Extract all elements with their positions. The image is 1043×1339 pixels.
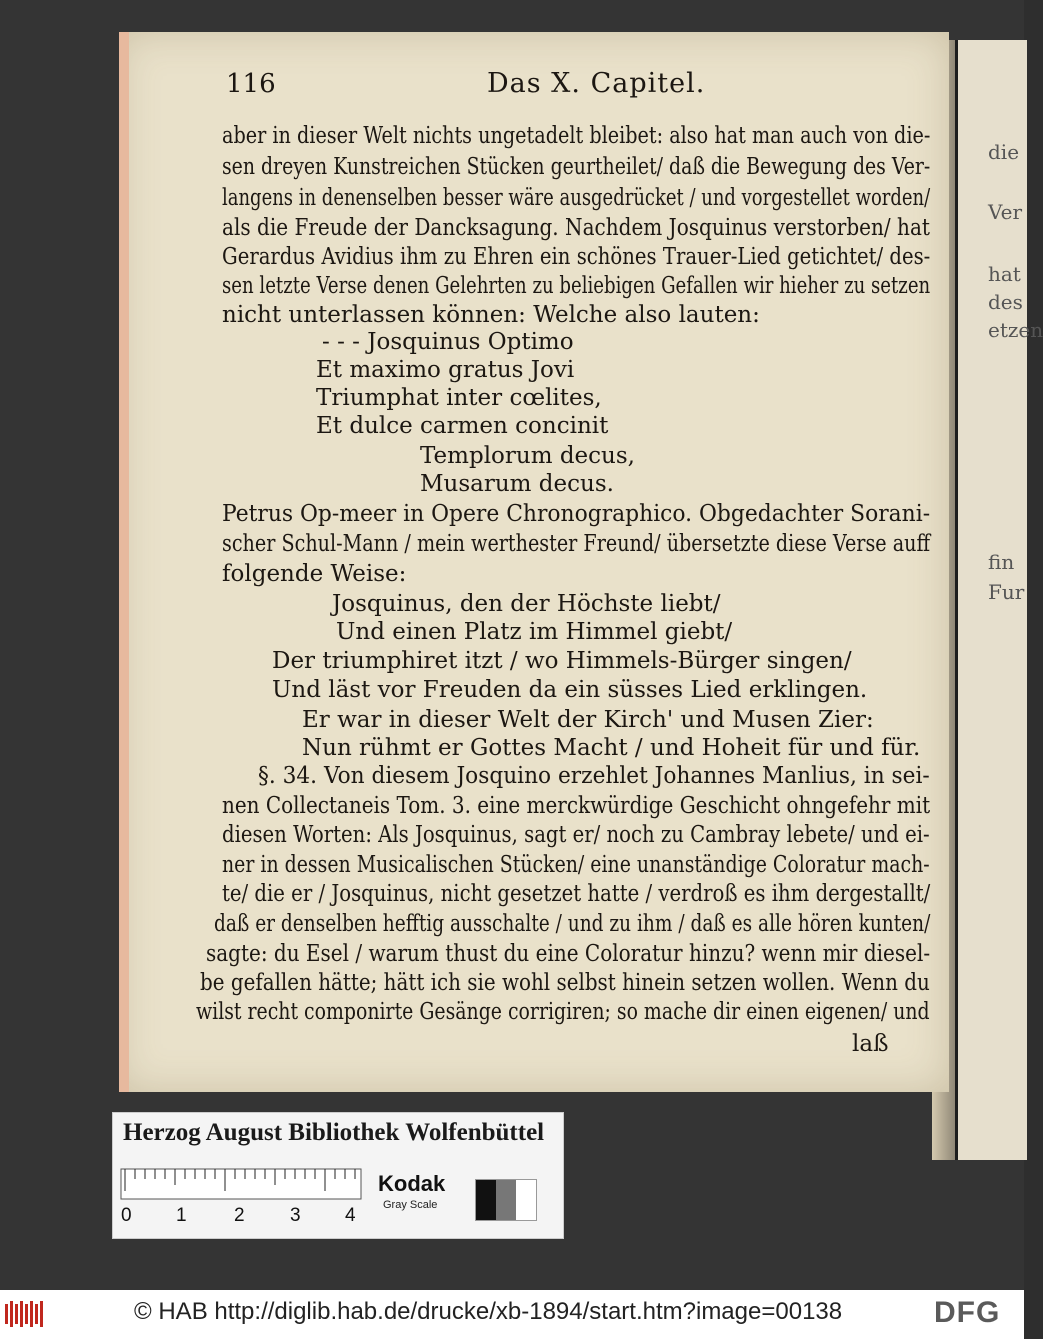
verse-line: Er war in dieser Welt der Kirch' und Musen Zier:	[302, 707, 874, 733]
verse-line: Et maximo gratus Jovi	[316, 357, 575, 383]
facing-fragment: des	[988, 290, 1023, 314]
footer-bar	[0, 1290, 1024, 1339]
verse-line: - - - Josquinus Optimo	[322, 329, 574, 355]
text-line: scher Schul-Mann / mein werthester Freund/ übersetzte diese Verse auff	[222, 531, 931, 557]
verse-line: Triumphat inter cœlites,	[316, 385, 602, 411]
text-line: nicht unterlassen können: Welche also lauten:	[222, 302, 760, 328]
calibration-strip	[112, 1112, 564, 1239]
verse-line: Nun rühmt er Gottes Macht / und Hoheit für und für.	[302, 735, 921, 761]
text-line: nen Collectaneis Tom. 3. eine merckwürdige Geschicht ohngefehr mit	[222, 793, 931, 819]
text-line: folgende Weise:	[222, 561, 407, 587]
text-line: diesen Worten: Als Josquinus, sagt er/ noch zu Cambray lebete/ und ei-	[222, 822, 930, 848]
text-line: wilst recht componirte Gesänge corrigiren; so mache dir einen eigenen/ und	[196, 999, 930, 1025]
ruler-number: 2	[234, 1205, 245, 1226]
ruler-number: 3	[290, 1205, 301, 1226]
text-line: ner in dessen Musicalischen Stücken/ eine unanständige Coloratur mach-	[222, 852, 930, 878]
facing-fragment: fin	[988, 550, 1015, 574]
text-line: daß er denselben hefftig ausschalte / und zu ihm / daß es alle hören kunten/	[214, 911, 931, 937]
text-line: sen letzte Verse denen Gelehrten zu beliebigen Gefallen wir hieher zu setzen	[222, 273, 931, 299]
verse-line: Templorum decus,	[420, 443, 635, 469]
page-edge	[119, 32, 129, 1092]
facing-page	[955, 40, 1043, 1160]
verse-line: Der triumphiret itzt / wo Himmels-Bürger singen/	[272, 648, 852, 674]
text-line: aber in dieser Welt nichts ungetadelt bleibet: also hat man auch von die-	[222, 123, 931, 149]
text-line: Gerardus Avidius ihm zu Ehren ein schönes Trauer-Lied getichtet/ des-	[222, 244, 931, 270]
text-line: §. 34. Von diesem Josquino erzehlet Johannes Manlius, in sei-	[258, 763, 930, 789]
ruler-number: 1	[176, 1205, 187, 1226]
gray-swatches	[475, 1179, 537, 1221]
copyright-link[interactable]: © HAB http://diglib.hab.de/drucke/xb-1894/start.htm?image=00138	[134, 1298, 843, 1325]
page-number: 116	[226, 69, 276, 99]
chapter-title: Das X. Capitel.	[487, 68, 706, 99]
facing-fragment: die	[988, 140, 1020, 164]
verse-line: Musarum decus.	[420, 471, 614, 497]
verse-line: Und läst vor Freuden da ein süsses Lied erklingen.	[272, 677, 868, 703]
text-line: Petrus Op-meer in Opere Chronographico. Obgedachter Sorani-	[222, 501, 931, 527]
text-line: be gefallen hätte; hätt ich sie wohl selbst hinein setzen wollen. Wenn du	[200, 970, 930, 996]
ruler-number: 4	[345, 1205, 356, 1226]
ruler-number: 0	[121, 1205, 132, 1226]
text-line: langens in denenselben besser wäre ausgedrücket / und vorgestellet worden/	[222, 185, 931, 211]
hab-logo-icon	[4, 1298, 44, 1330]
facing-fragment: Fur	[988, 580, 1025, 604]
facing-fragment: hat	[988, 262, 1021, 286]
dfg-logo: DFG	[934, 1296, 1001, 1329]
text-line: te/ die er / Josquinus, nicht gesetzet hatte / verdroß es ihm dergestallt/	[222, 881, 931, 907]
facing-fragment: Ver	[988, 200, 1023, 224]
facing-fragment: etzen	[988, 318, 1043, 342]
text-line: sen dreyen Kunstreichen Stücken geurtheilet/ daß die Bewegung des Ver-	[222, 154, 931, 180]
library-name: Herzog August Bibliothek Wolfenbüttel	[123, 1119, 545, 1146]
text-line: als die Freude der Dancksagung. Nachdem Josquinus verstorben/ hat	[222, 215, 930, 241]
text-line: sagte: du Esel / warum thust du eine Coloratur hinzu? wenn mir diesel-	[206, 941, 931, 967]
grayscale-label: Gray Scale	[383, 1199, 438, 1211]
ruler	[121, 1169, 361, 1205]
verse-line: Josquinus, den der Höchste liebt/	[332, 591, 721, 617]
verse-line: Und einen Platz im Himmel giebt/	[336, 619, 733, 645]
catchword: laß	[852, 1031, 889, 1057]
verse-line: Et dulce carmen concinit	[316, 413, 609, 439]
kodak-logo: Kodak	[378, 1171, 446, 1196]
